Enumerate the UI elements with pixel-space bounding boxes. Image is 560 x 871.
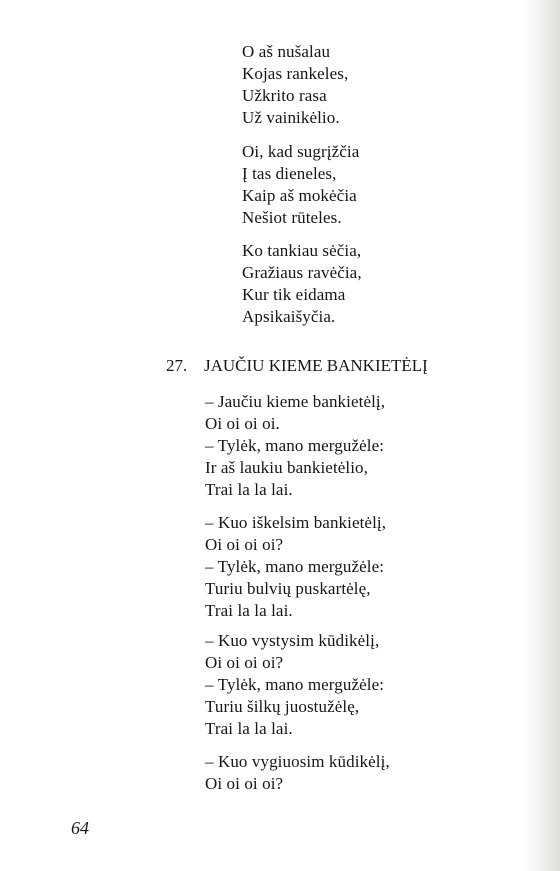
- song-line: Trai la la lai.: [205, 601, 293, 620]
- poem-line: Oi, kad sugrįžčia: [242, 142, 360, 161]
- song-line: Oi oi oi oi?: [205, 774, 284, 793]
- song-line: – Kuo vygiuosim kūdikėlį,: [205, 752, 390, 771]
- song-stanza: [205, 751, 390, 795]
- poem-line: Į tas dieneles,: [242, 164, 337, 183]
- poem-line: Nešiot rūteles.: [242, 208, 342, 227]
- song-line: – Tylėk, mano mergužėle:: [205, 675, 385, 694]
- song-line: Trai la la lai.: [205, 480, 293, 499]
- poem-line: Užkrito rasa: [242, 86, 327, 105]
- song-line: – Tylėk, mano mergužėle:: [205, 557, 385, 576]
- poem-stanza: [242, 41, 348, 129]
- poem-line: Gražiaus ravėčia,: [242, 263, 362, 282]
- song-number: 27.: [166, 356, 188, 375]
- song-line: – Tylėk, mano mergužėle:: [205, 436, 385, 455]
- poem-line: Ko tankiau sėčia,: [242, 241, 362, 260]
- song-line: Ir aš laukiu bankietėlio,: [205, 458, 369, 477]
- page-number: 64: [71, 818, 89, 838]
- poem-line: Kaip aš mokėčia: [242, 186, 357, 205]
- song-line: – Kuo iškelsim bankietėlį,: [205, 513, 387, 532]
- song-title: JAUČIU KIEME BANKIETĖLĮ: [204, 356, 428, 375]
- poem-stanza: [242, 240, 362, 328]
- poem-line: O aš nušalau: [242, 42, 331, 61]
- song-stanza: [205, 391, 385, 501]
- poem-line: Kojas rankeles,: [242, 64, 349, 83]
- poem-line: Apsikaišyčia.: [242, 307, 336, 326]
- page-edge-shadow: [534, 0, 560, 871]
- song-line: Oi oi oi oi.: [205, 414, 280, 433]
- song-stanza: [205, 512, 386, 622]
- poem-line: Kur tik eidama: [242, 285, 346, 304]
- song-line: Trai la la lai.: [205, 719, 293, 738]
- song-line: – Jaučiu kieme bankietėlį,: [205, 392, 386, 411]
- song-stanza: [205, 630, 384, 740]
- song-line: – Kuo vystysim kūdikėlį,: [205, 631, 380, 650]
- song-line: Turiu bulvių puskartėlę,: [205, 579, 371, 598]
- song-heading: [166, 355, 428, 377]
- poem-line: Už vainikėlio.: [242, 108, 340, 127]
- song-line: Oi oi oi oi?: [205, 535, 284, 554]
- song-line: Oi oi oi oi?: [205, 653, 284, 672]
- song-line: Turiu šilkų juostužėlę,: [205, 697, 360, 716]
- poem-stanza: [242, 141, 359, 229]
